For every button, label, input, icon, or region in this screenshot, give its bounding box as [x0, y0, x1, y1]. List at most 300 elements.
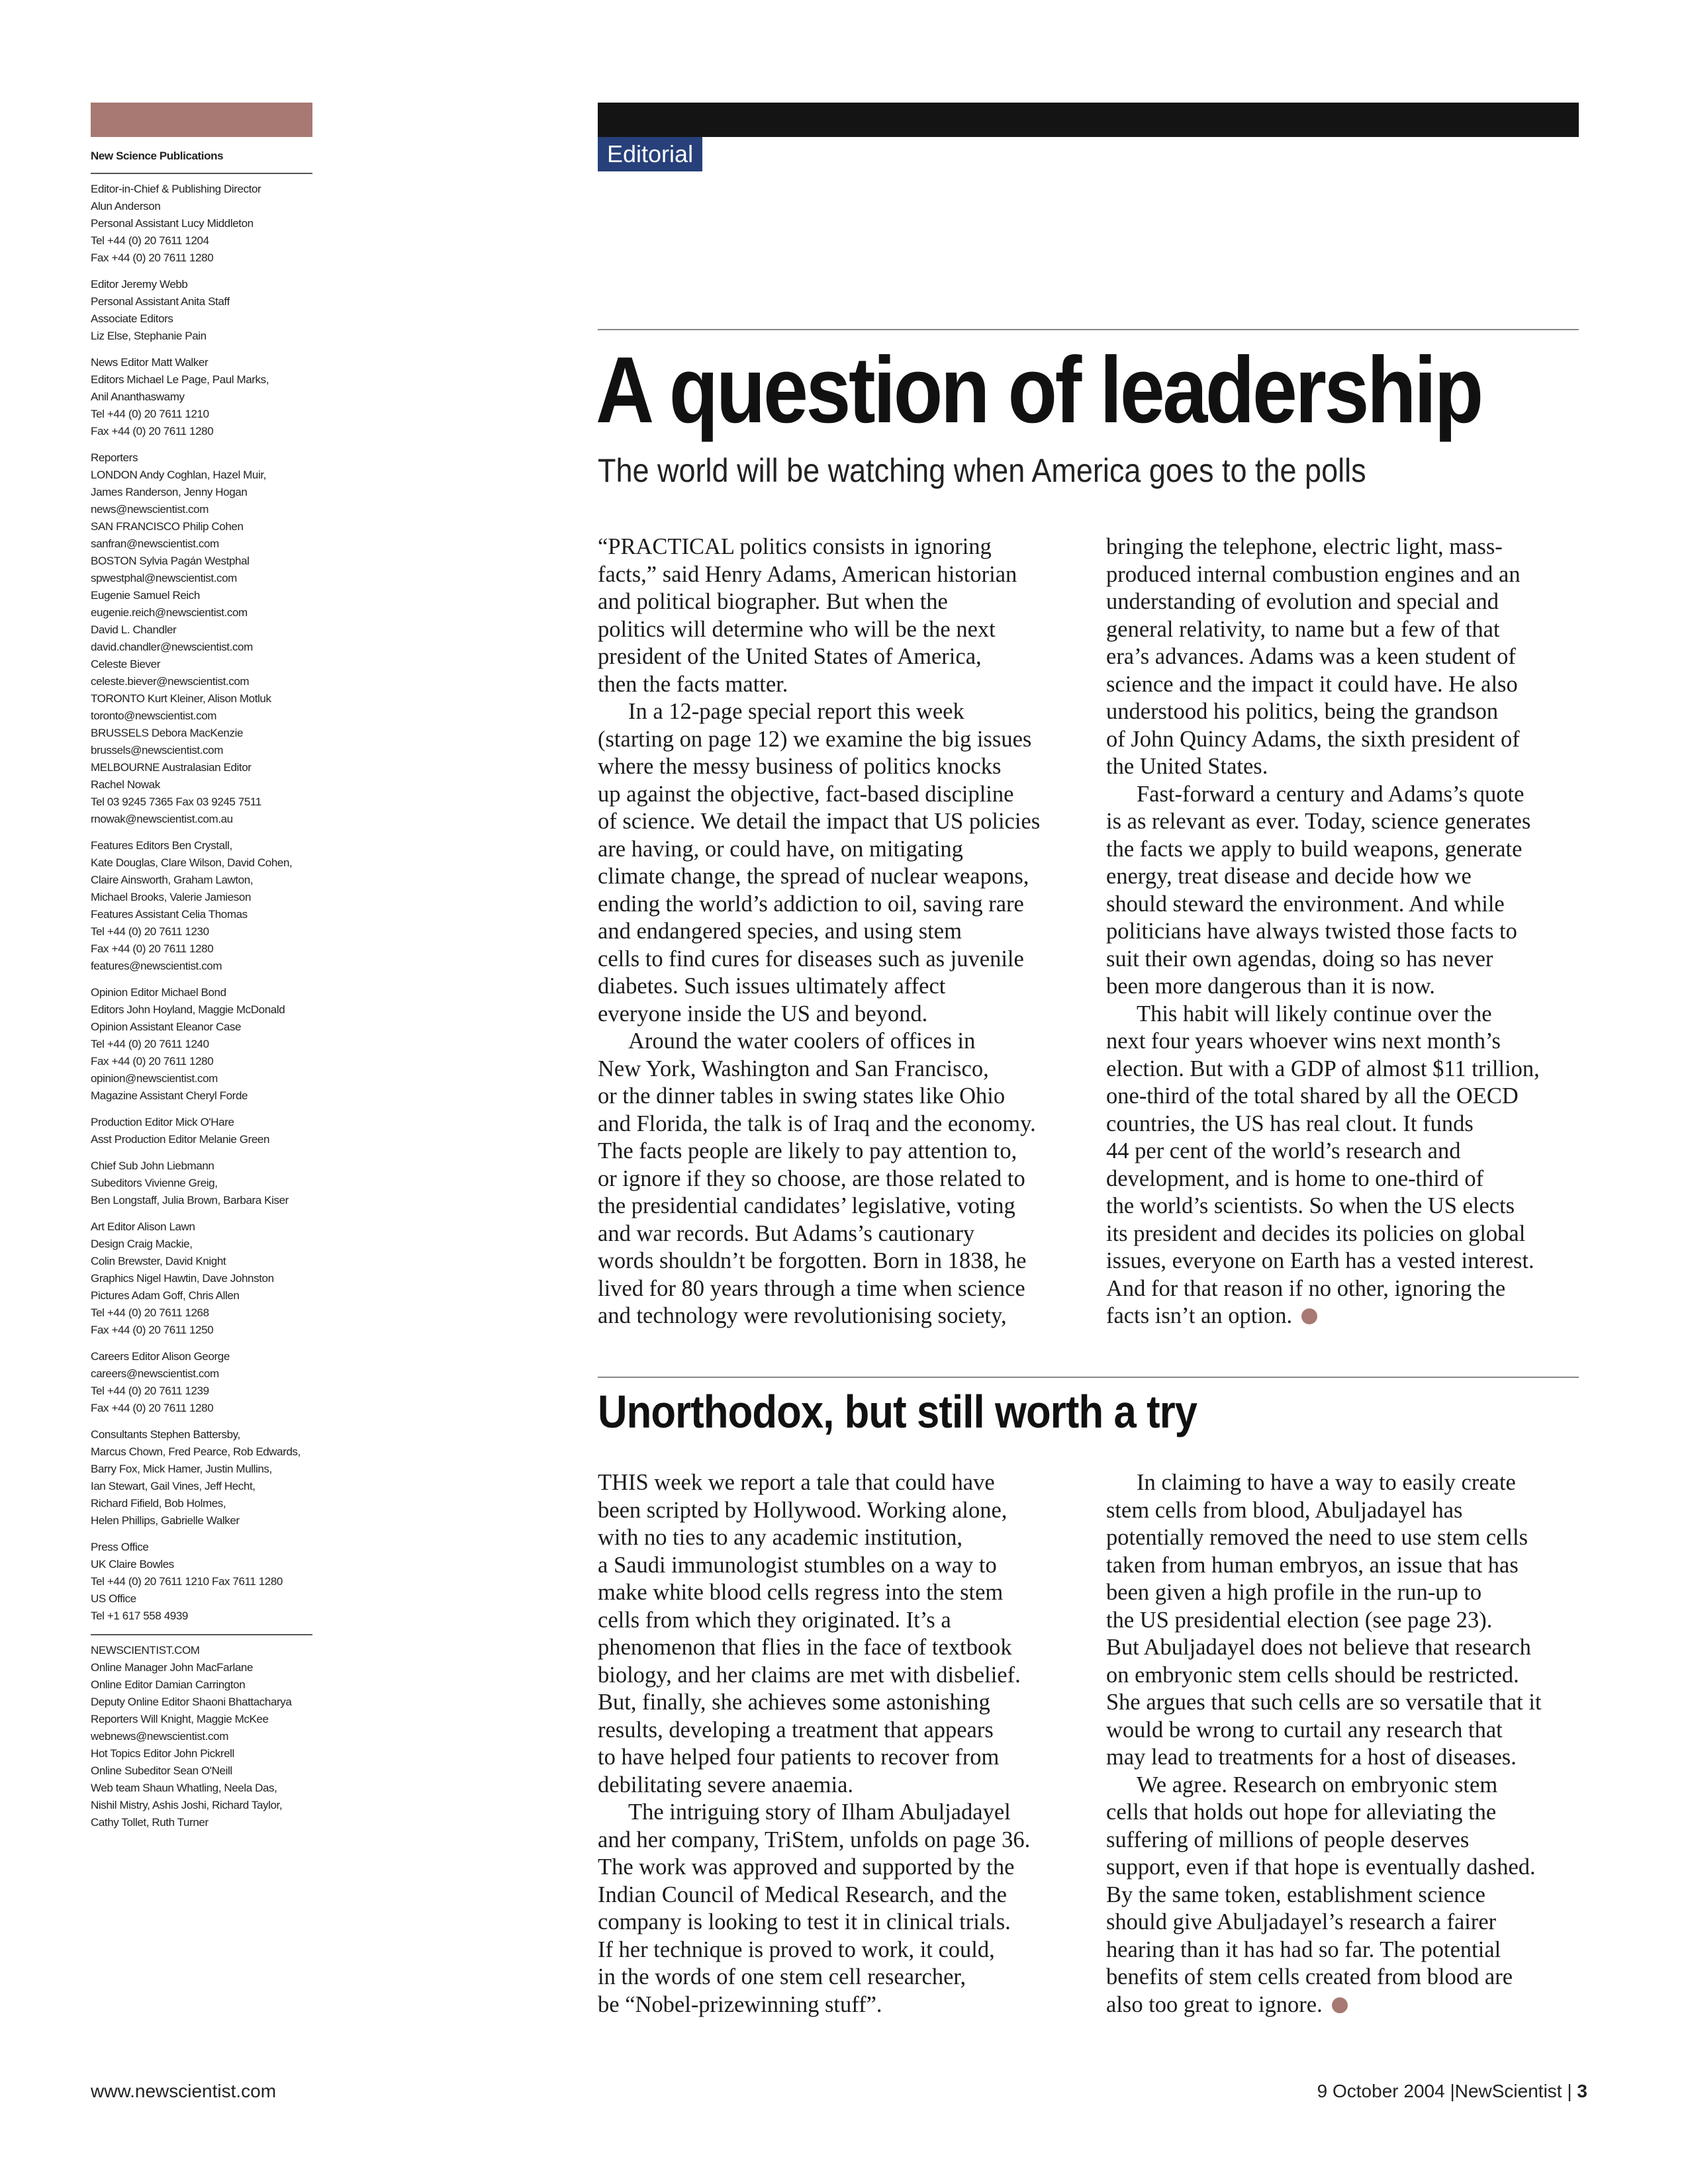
staff-credits: [91, 181, 312, 1625]
credit-line: UK Claire Bowles: [91, 1558, 174, 1570]
text-line-content: with no ties to any academic institution,: [598, 1525, 962, 1550]
text-line: [598, 1275, 1074, 1303]
text-line-content: is as relevant as ever. Today, science generates: [1106, 809, 1531, 834]
credit-line: BRUSSELS Debora MacKenzie: [91, 727, 244, 739]
text-line-content: up against the objective, fact-based discipline: [598, 781, 1014, 807]
text-line: [598, 588, 1074, 616]
text-line: [598, 1083, 1074, 1111]
text-line-content: the facts we apply to build weapons, generate: [1106, 836, 1523, 862]
credit-line: Online Subeditor Sean O'Neill: [91, 1764, 232, 1777]
text-line: [1106, 588, 1583, 616]
credit-block: [91, 1539, 312, 1625]
text-line: [1106, 1991, 1583, 2019]
text-line-content: of science. We detail the impact that US policies: [598, 809, 1041, 834]
text-line: [1106, 1497, 1583, 1525]
text-line: [598, 1056, 1074, 1083]
text-line-content: energy, treat disease and decide how we: [1106, 864, 1472, 889]
text-line: [1106, 561, 1583, 589]
text-line: [598, 1248, 1074, 1275]
text-line-content: phenomenon that flies in the face of textbook: [598, 1635, 1012, 1660]
text-line: [598, 1138, 1074, 1165]
text-line: [598, 1909, 1074, 1936]
article1-column-1: [598, 533, 1074, 1330]
credit-line: Tel +44 (0) 20 7611 1230: [91, 925, 209, 938]
credit-line: celeste.biever@newscientist.com: [91, 675, 250, 688]
text-line-content: THIS week we report a tale that could have: [598, 1470, 995, 1495]
credit-line: Celeste Biever: [91, 658, 160, 670]
text-line-content: lived for 80 years through a time when science: [598, 1275, 1025, 1301]
top-black-bar: [598, 103, 1579, 137]
text-line: [598, 1634, 1074, 1662]
text-line: [1106, 1193, 1583, 1220]
masthead-sidebar: [91, 103, 312, 1831]
credit-line: Asst Production Editor Melanie Green: [91, 1133, 270, 1146]
text-line-content: suit their own agendas, doing so has never: [1106, 946, 1493, 972]
footer-separator: |: [1450, 2081, 1455, 2101]
credit-line: Art Editor Alison Lawn: [91, 1220, 195, 1233]
text-line-content: then the facts matter.: [598, 671, 788, 697]
article2-column-2: [1106, 1469, 1583, 2019]
credit-line: Eugenie Samuel Reich: [91, 589, 200, 602]
text-line: [598, 863, 1074, 891]
text-line: [1106, 808, 1583, 836]
text-line: [598, 1717, 1074, 1745]
text-line-content: bringing the telephone, electric light, mass-: [1106, 534, 1503, 559]
masthead-color-bar: [91, 103, 312, 137]
text-line: [1106, 1882, 1583, 1909]
credit-line: Online Editor Damian Carrington: [91, 1678, 246, 1691]
credit-block: [91, 1158, 312, 1209]
credit-line: Editors John Hoyland, Maggie McDonald: [91, 1003, 285, 1016]
text-line: [1106, 1772, 1583, 1799]
credit-line: US Office: [91, 1592, 136, 1605]
text-line: [598, 836, 1074, 864]
text-line: [598, 781, 1074, 809]
text-line-content: election. But with a GDP of almost $11 trillion,: [1106, 1056, 1540, 1081]
text-line-content: New York, Washington and San Francisco,: [598, 1056, 989, 1081]
text-line: [1106, 1001, 1583, 1028]
text-line-content: ending the world’s addiction to oil, saving rare: [598, 891, 1024, 917]
footer-date: 9 October 2004: [1317, 2081, 1445, 2101]
credit-line: Deputy Online Editor Shaoni Bhattacharya: [91, 1696, 292, 1708]
text-line-content: diabetes. Such issues ultimately affect: [598, 974, 946, 999]
text-line: [1106, 753, 1583, 781]
text-line: [598, 753, 1074, 781]
text-line-content: potentially removed the need to use stem cells: [1106, 1525, 1528, 1550]
credit-line: Features Assistant Celia Thomas: [91, 908, 248, 921]
credit-line: Fax +44 (0) 20 7611 1280: [91, 1055, 214, 1068]
headline-rule: [598, 329, 1579, 330]
credit-line: Fax +44 (0) 20 7611 1280: [91, 942, 214, 955]
credit-line: Michael Brooks, Valerie Jamieson: [91, 891, 251, 903]
credit-line: Editors Michael Le Page, Paul Marks,: [91, 373, 269, 386]
credit-line: Graphics Nigel Hawtin, Dave Johnston: [91, 1272, 274, 1285]
text-line: [598, 616, 1074, 644]
text-line-content: facts isn’t an option.: [1106, 1303, 1293, 1328]
credit-line: MELBOURNE Australasian Editor: [91, 761, 252, 774]
text-line-content: words shouldn’t be forgotten. Born in 1838, he: [598, 1248, 1027, 1273]
text-line-content: been more dangerous than it is now.: [1106, 974, 1435, 999]
credit-line: Online Manager John MacFarlane: [91, 1661, 254, 1674]
text-line: [1106, 1689, 1583, 1717]
article1-deck: The world will be watching when America goes to the polls: [598, 452, 1366, 489]
text-line-content: in the words of one stem cell researcher,: [598, 1964, 966, 1989]
credit-line: spwestphal@newscientist.com: [91, 572, 237, 584]
text-line: [1106, 1717, 1583, 1745]
credit-line: Features Editors Ben Crystall,: [91, 839, 232, 852]
credit-line: TORONTO Kurt Kleiner, Alison Motluk: [91, 692, 271, 705]
article2-column-1: [598, 1469, 1074, 2019]
text-line-content: and Florida, the talk is of Iraq and the economy.: [598, 1111, 1036, 1136]
credit-line: features@newscientist.com: [91, 960, 222, 972]
text-line: [598, 1469, 1074, 1497]
credit-line: david.chandler@newscientist.com: [91, 641, 253, 653]
text-line-content: The intriguing story of Ilham Abuljadayel: [628, 1799, 1011, 1825]
credit-line: Opinion Assistant Eleanor Case: [91, 1021, 242, 1033]
text-line: [598, 1827, 1074, 1854]
credit-line: Tel +1 617 558 4939: [91, 1610, 188, 1622]
credit-line: Helen Phillips, Gabrielle Walker: [91, 1514, 240, 1527]
text-line-content: results, developing a treatment that appears: [598, 1717, 994, 1743]
text-line-content: the United States.: [1106, 754, 1268, 779]
credit-line: Reporters Will Knight, Maggie McKee: [91, 1713, 269, 1725]
text-line-content: president of the United States of America,: [598, 644, 982, 669]
text-line-content: In a 12-page special report this week: [628, 699, 964, 724]
text-line: [1106, 1552, 1583, 1580]
text-line-content: and endangered species, and using stem: [598, 919, 962, 944]
text-line-content: are having, or could have, on mitigating: [598, 836, 963, 862]
credit-block: [91, 354, 312, 440]
text-line: [1106, 1579, 1583, 1607]
text-line: [1106, 726, 1583, 754]
text-line: [1106, 616, 1583, 644]
credit-line: SAN FRANCISCO Philip Cohen: [91, 520, 244, 533]
credit-line: Nishil Mistry, Ashis Joshi, Richard Taylor,: [91, 1799, 283, 1811]
credit-line: Rachel Nowak: [91, 778, 160, 791]
credit-line: Production Editor Mick O'Hare: [91, 1116, 234, 1128]
text-line: [1106, 1744, 1583, 1772]
text-line: [1106, 1964, 1583, 1991]
text-line: [1106, 533, 1583, 561]
footer-separator-2: |: [1567, 2081, 1572, 2101]
credit-line: Ian Stewart, Gail Vines, Jeff Hecht,: [91, 1480, 256, 1492]
credit-line: Fax +44 (0) 20 7611 1250: [91, 1324, 214, 1336]
credit-line: Web team Shaun Whatling, Neela Das,: [91, 1782, 277, 1794]
online-staff-credits: [91, 1634, 312, 1831]
text-line-content: countries, the US has real clout. It funds: [1106, 1111, 1474, 1136]
credit-line: Subeditors Vivienne Greig,: [91, 1177, 218, 1189]
credit-line: webnews@newscientist.com: [91, 1730, 228, 1743]
text-line-content: 44 per cent of the world’s research and: [1106, 1138, 1461, 1163]
end-mark-icon: [1332, 1997, 1348, 2013]
text-line-content: also too great to ignore.: [1106, 1991, 1323, 2017]
text-line-content: issues, everyone on Earth has a vested interest.: [1106, 1248, 1534, 1273]
article1-column-2: [1106, 533, 1583, 1330]
credit-line: Barry Fox, Mick Hamer, Justin Mullins,: [91, 1463, 272, 1475]
credit-line: Tel +44 (0) 20 7611 1210: [91, 408, 209, 420]
text-line-content: facts,” said Henry Adams, American historian: [598, 561, 1017, 587]
text-line-content: may lead to treatments for a host of diseases.: [1106, 1745, 1517, 1770]
text-line: [1106, 1607, 1583, 1635]
text-line: [1106, 1248, 1583, 1275]
credit-line: Fax +44 (0) 20 7611 1280: [91, 251, 214, 264]
text-line-content: We agree. Research on embryonic stem: [1137, 1772, 1498, 1797]
credit-line: news@newscientist.com: [91, 503, 209, 516]
text-line: [598, 891, 1074, 919]
credit-line: Alun Anderson: [91, 200, 161, 212]
text-line-content: a Saudi immunologist stumbles on a way to: [598, 1552, 997, 1578]
text-line: [598, 1165, 1074, 1193]
credit-line: David L. Chandler: [91, 623, 177, 636]
footer-url: www.newscientist.com: [91, 2081, 277, 2101]
credit-block: [91, 449, 312, 828]
text-line-content: cells from which they originated. It’s a: [598, 1607, 951, 1633]
text-line-content: the presidential candidates’ legislative, voting: [598, 1193, 1015, 1218]
article2-headline: Unorthodox, but still worth a try: [598, 1386, 1197, 1437]
text-line: [1106, 1275, 1583, 1303]
text-line-content: She argues that such cells are so versatile that it: [1106, 1690, 1542, 1715]
text-line-content: stem cells from blood, Abuljadayel has: [1106, 1497, 1463, 1523]
credit-line: toronto@newscientist.com: [91, 709, 217, 722]
text-line: [598, 1220, 1074, 1248]
text-line-content: and her company, TriStem, unfolds on page 36.: [598, 1827, 1031, 1852]
text-line-content: the world’s scientists. So when the US elects: [1106, 1193, 1515, 1218]
text-line: [1106, 1469, 1583, 1497]
credit-line: sanfran@newscientist.com: [91, 537, 219, 550]
credit-line: Anil Ananthaswamy: [91, 390, 185, 403]
text-line-content: and political biographer. But when the: [598, 589, 948, 614]
text-line-content: development, and is home to one-third of: [1106, 1165, 1484, 1191]
text-line: [598, 1497, 1074, 1525]
text-line-content: In claiming to have a way to easily create: [1137, 1470, 1516, 1495]
credit-line: Personal Assistant Lucy Middleton: [91, 217, 254, 230]
text-line: [598, 1882, 1074, 1909]
section-tag: Editorial: [598, 137, 702, 171]
text-line-content: been given a high profile in the run-up to: [1106, 1580, 1482, 1605]
text-line-content: been scripted by Hollywood. Working alone,: [598, 1497, 1008, 1523]
credit-line: Personal Assistant Anita Staff: [91, 295, 230, 308]
text-line: [1106, 1827, 1583, 1854]
text-line: [1106, 836, 1583, 864]
credit-line: Tel +44 (0) 20 7611 1268: [91, 1306, 209, 1319]
text-line-content: Around the water coolers of offices in: [628, 1028, 976, 1054]
text-line-content: should give Abuljadayel’s research a fairer: [1106, 1909, 1497, 1934]
text-line: [598, 1111, 1074, 1138]
credit-block: [91, 181, 312, 267]
credit-line: Consultants Stephen Battersby,: [91, 1428, 240, 1441]
credit-line: Fax +44 (0) 20 7611 1280: [91, 1402, 214, 1414]
text-line: [1106, 671, 1583, 699]
text-line: [598, 1936, 1074, 1964]
text-line: [1106, 918, 1583, 946]
credit-line: Editor Jeremy Webb: [91, 278, 188, 291]
text-line: [1106, 1056, 1583, 1083]
text-line: [598, 973, 1074, 1001]
credit-block: [91, 1114, 312, 1148]
text-line-content: And for that reason if no other, ignoring the: [1106, 1275, 1506, 1301]
credit-line: eugenie.reich@newscientist.com: [91, 606, 248, 619]
text-line-content: to have helped four patients to recover from: [598, 1745, 1000, 1770]
credit-line: LONDON Andy Coghlan, Hazel Muir,: [91, 469, 266, 481]
text-line-content: suffering of millions of people deserves: [1106, 1827, 1470, 1852]
text-line: [598, 1799, 1074, 1827]
text-line: [598, 698, 1074, 726]
text-line-content: next four years whoever wins next month’s: [1106, 1028, 1501, 1054]
text-line: [598, 918, 1074, 946]
text-line-content: support, even if that hope is eventually dashed.: [1106, 1854, 1536, 1880]
credit-line: Fax +44 (0) 20 7611 1280: [91, 425, 214, 437]
text-line-content: This habit will likely continue over the: [1137, 1001, 1492, 1026]
text-line-content: or the dinner tables in swing states like Ohio: [598, 1083, 1006, 1109]
text-line-content: understood his politics, being the grandson: [1106, 699, 1499, 724]
text-line: [598, 1607, 1074, 1635]
text-line: [1106, 1909, 1583, 1936]
text-line-content: everyone inside the US and beyond.: [598, 1001, 928, 1026]
credit-line: Magazine Assistant Cheryl Forde: [91, 1089, 248, 1102]
text-line-content: understanding of evolution and special and: [1106, 589, 1499, 614]
text-line: [1106, 1302, 1583, 1330]
footer-magazine: NewScientist: [1454, 2081, 1562, 2101]
text-line-content: era’s advances. Adams was a keen student of: [1106, 644, 1516, 669]
credit-line: Claire Ainsworth, Graham Lawton,: [91, 874, 254, 886]
text-line: [598, 808, 1074, 836]
credit-line: Design Craig Mackie,: [91, 1238, 193, 1250]
text-line: [598, 946, 1074, 974]
text-line: [1106, 1111, 1583, 1138]
credit-line: Tel +44 (0) 20 7611 1240: [91, 1038, 209, 1050]
text-line-content: climate change, the spread of nuclear weapons,: [598, 864, 1029, 889]
text-line-content: be “Nobel-prizewinning stuff”.: [598, 1991, 882, 2017]
text-line-content: If her technique is proved to work, it could,: [598, 1936, 995, 1962]
text-line-content: But, finally, she achieves some astonishing: [598, 1690, 990, 1715]
text-line-content: politicians have always twisted those facts to: [1106, 919, 1517, 944]
text-line-content: one-third of the total shared by all the OECD: [1106, 1083, 1519, 1109]
text-line-content: (starting on page 12) we examine the big issues: [598, 726, 1032, 752]
text-line-content: Fast-forward a century and Adams’s quote: [1137, 781, 1524, 807]
credit-block: [91, 984, 312, 1105]
credit-line: Kate Douglas, Clare Wilson, David Cohen,: [91, 856, 293, 869]
credit-line: NEWSCIENTIST.COM: [91, 1644, 200, 1657]
text-line: [1106, 1028, 1583, 1056]
credit-line: Hot Topics Editor John Pickrell: [91, 1747, 234, 1760]
credit-line: Tel +44 (0) 20 7611 1239: [91, 1385, 209, 1397]
text-line: [1106, 643, 1583, 671]
credit-block: [91, 1218, 312, 1339]
article2-rule: [598, 1377, 1579, 1378]
text-line-content: taken from human embryos, an issue that has: [1106, 1552, 1519, 1578]
footer-folio: [1317, 2078, 1587, 2105]
text-line: [1106, 1634, 1583, 1662]
credit-line: Pictures Adam Goff, Chris Allen: [91, 1289, 240, 1302]
publisher-name: New Science Publications: [91, 148, 312, 174]
text-line-content: hearing than it has had so far. The potential: [1106, 1936, 1501, 1962]
text-line-content: politics will determine who will be the next: [598, 616, 996, 642]
text-line-content: or ignore if they so choose, are those related to: [598, 1165, 1025, 1191]
text-line: [1106, 1220, 1583, 1248]
text-line: [598, 1991, 1074, 2019]
text-line: [598, 561, 1074, 589]
credit-line: Press Office: [91, 1541, 149, 1553]
text-line: [598, 1552, 1074, 1580]
credit-line: Richard Fifield, Bob Holmes,: [91, 1497, 226, 1510]
credit-line: brussels@newscientist.com: [91, 744, 223, 756]
end-mark-icon: [1301, 1308, 1317, 1324]
text-line: [1106, 1936, 1583, 1964]
text-line: [598, 1193, 1074, 1220]
text-line: [1106, 946, 1583, 974]
credit-line: Liz Else, Stephanie Pain: [91, 330, 207, 342]
credit-block: [91, 1348, 312, 1417]
page-number: 3: [1577, 2081, 1587, 2101]
text-line: [598, 1744, 1074, 1772]
text-line-content: debilitating severe anaemia.: [598, 1772, 854, 1797]
text-line-content: The facts people are likely to pay attention to,: [598, 1138, 1017, 1163]
text-line: [598, 533, 1074, 561]
credit-line: Editor-in-Chief & Publishing Director: [91, 183, 261, 195]
text-line-content: Indian Council of Medical Research, and the: [598, 1882, 1007, 1907]
text-line-content: general relativity, to name but a few of that: [1106, 616, 1500, 642]
credit-line: Colin Brewster, David Knight: [91, 1255, 226, 1267]
credit-line: Careers Editor Alison George: [91, 1350, 230, 1363]
text-line: [1106, 1524, 1583, 1552]
text-line: [1106, 1165, 1583, 1193]
text-line: [1106, 1083, 1583, 1111]
credit-line: careers@newscientist.com: [91, 1367, 219, 1380]
text-line: [598, 1662, 1074, 1690]
credit-line: rnowak@newscientist.com.au: [91, 813, 233, 825]
text-line: [1106, 973, 1583, 1001]
text-line: [1106, 1854, 1583, 1882]
text-line: [598, 643, 1074, 671]
text-line-content: company is looking to test it in clinical trials.: [598, 1909, 1011, 1934]
text-line-content: make white blood cells regress into the stem: [598, 1580, 1004, 1605]
text-line: [598, 726, 1074, 754]
credit-line: Cathy Tollet, Ruth Turner: [91, 1816, 209, 1829]
credit-line: Tel +44 (0) 20 7611 1210 Fax 7611 1280: [91, 1575, 283, 1588]
credit-line: Associate Editors: [91, 312, 173, 325]
text-line: [598, 1579, 1074, 1607]
text-line: [598, 1302, 1074, 1330]
credit-line: Reporters: [91, 451, 138, 464]
text-line: [1106, 781, 1583, 809]
credit-line: opinion@newscientist.com: [91, 1072, 218, 1085]
text-line: [1106, 1138, 1583, 1165]
credit-line: Tel +44 (0) 20 7611 1204: [91, 234, 209, 247]
text-line-content: cells to find cures for diseases such as juvenile: [598, 946, 1024, 972]
text-line: [1106, 863, 1583, 891]
credit-block: [91, 276, 312, 345]
text-line-content: its president and decides its policies on global: [1106, 1220, 1526, 1246]
text-line-content: But Abuljadayel does not believe that research: [1106, 1635, 1531, 1660]
text-line: [598, 1689, 1074, 1717]
text-line-content: and technology were revolutionising society,: [598, 1303, 1007, 1328]
text-line: [598, 671, 1074, 699]
text-line-content: produced internal combustion engines and an: [1106, 561, 1521, 587]
article1-headline: A question of leadership: [596, 338, 1481, 443]
text-line-content: By the same token, establishment science: [1106, 1882, 1485, 1907]
text-line-content: “PRACTICAL politics consists in ignoring: [598, 534, 992, 559]
text-line: [1106, 891, 1583, 919]
credit-line: News Editor Matt Walker: [91, 356, 209, 369]
text-line-content: benefits of stem cells created from blood are: [1106, 1964, 1513, 1989]
credit-line: Opinion Editor Michael Bond: [91, 986, 226, 999]
credit-block: [91, 837, 312, 975]
text-line: [598, 1964, 1074, 1991]
credit-line: Marcus Chown, Fred Pearce, Rob Edwards,: [91, 1445, 301, 1458]
text-line-content: and war records. But Adams’s cautionary: [598, 1220, 975, 1246]
credit-line: BOSTON Sylvia Pagán Westphal: [91, 555, 250, 567]
text-line-content: biology, and her claims are met with disbelief.: [598, 1662, 1021, 1688]
